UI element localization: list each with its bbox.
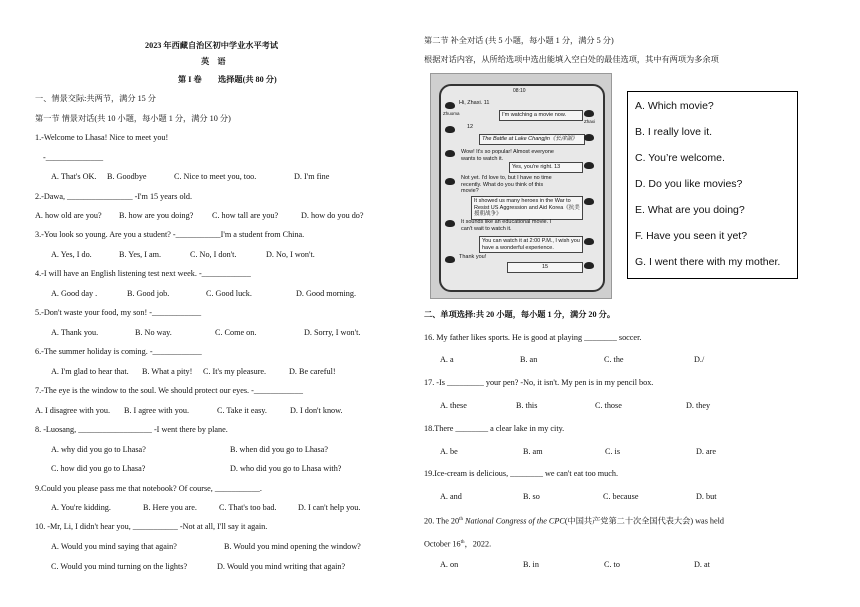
option: D. I can't help you.	[298, 503, 361, 512]
q20-date-sup: th	[460, 540, 465, 545]
option: A. and	[440, 492, 462, 501]
q20-sup: th	[459, 517, 463, 522]
option: A. how old are you?	[35, 211, 102, 220]
option: A. I'm glad to hear that.	[51, 367, 129, 376]
option: B. Goodbye	[107, 172, 147, 181]
avatar	[445, 178, 455, 185]
avatar	[584, 262, 594, 269]
question-1: 1.-Welcome to Lhasa! Nice to meet you!	[35, 133, 169, 142]
option: D. are	[696, 447, 717, 456]
option: B. Yes, I am.	[119, 250, 162, 259]
avatar	[445, 102, 455, 109]
option: D./	[694, 355, 705, 364]
option-d: D. Do you like movies?	[635, 178, 743, 190]
option: C. is	[605, 447, 621, 456]
option: B. an	[520, 355, 538, 364]
option-b: B. I really love it.	[635, 126, 713, 138]
option: A. Yes, I do.	[51, 250, 92, 259]
section1-heading: 第一节 情景对话(共 10 小题，每小题 1 分，满分 10 分)	[35, 114, 231, 123]
phone-frame	[439, 84, 605, 292]
section2-heading: 第二节 补全对话 (共 5 小题，每小题 1 分，满分 5 分)	[424, 36, 614, 45]
question-3: 3.-You look so young. Are you a student? -___________I'm a student from China.	[35, 230, 305, 239]
avatar	[445, 126, 455, 133]
option: C. Would you mind turning on the lights?	[51, 562, 188, 571]
question-10: 10. -Mr, Li, I didn't hear you, ___________ -Not at all, I'll say it again.	[35, 522, 268, 531]
question-2: 2.-Dawa, ________________ -I'm 15 years old.	[35, 192, 193, 201]
avatar	[584, 162, 594, 169]
option: A. these	[440, 401, 467, 410]
section2-instructions: 根据对话内容，从所给选项中选出能填入空白处的最佳选项，其中有两项为多余项	[424, 55, 719, 64]
option: D. but	[696, 492, 717, 501]
option: C. No, I don't.	[190, 250, 237, 259]
option: B. No way.	[135, 328, 172, 337]
option: D. they	[686, 401, 711, 410]
option: B. Here you are.	[143, 503, 197, 512]
option: D. Be careful!	[289, 367, 336, 376]
chat-bubble: Not yet. I'd love to, but I have no time recently. What do you think of this movie?	[461, 175, 552, 194]
option: D. Would you mind writing that again?	[217, 562, 346, 571]
question-17: 17. -Is _________ your pen? -No, it isn't. My pen is in my pencil box.	[424, 378, 654, 387]
option: C. because	[603, 492, 639, 501]
avatar-label: Zhuoma	[443, 111, 460, 116]
options-box	[627, 91, 798, 279]
avatar	[584, 110, 594, 117]
option: B. am	[523, 447, 543, 456]
option: C. the	[604, 355, 624, 364]
avatar	[445, 220, 455, 227]
question-16: 16. My father likes sports. He is good at playing ________ soccer.	[424, 333, 642, 342]
question-20	[424, 515, 724, 527]
question-5: 5.-Don't waste your food, my son! -____________	[35, 308, 202, 317]
option: B. What a pity!	[142, 367, 193, 376]
option: C. how did you go to Lhasa?	[51, 464, 146, 473]
q20-text-cn: (中国共产党第二十次全国代表大会) was held	[564, 516, 725, 526]
option: C. how tall are you?	[212, 211, 279, 220]
chat-message: Hi, Zhaxi. 11	[459, 100, 490, 106]
option: D. I'm fine	[294, 172, 330, 181]
exam-title: 2023 年西藏自治区初中学业水平考试	[145, 41, 279, 50]
option: A. Would you mind saying that again?	[51, 542, 177, 551]
part1-heading: 一、情景交际:共两节，满分 15 分	[35, 94, 156, 103]
option: B. I agree with you.	[124, 406, 190, 415]
avatar	[584, 198, 594, 205]
chat-bubble: It sounds like an educational movie. I can't wait to watch it.	[461, 219, 552, 232]
option: C. Nice to meet you, too.	[174, 172, 257, 181]
question-20-cont	[424, 538, 491, 550]
q20-text: 20. The 20	[424, 516, 460, 526]
subject-title: 英 语	[201, 57, 226, 66]
option: A. a	[440, 355, 454, 364]
option: D. Sorry, I won't.	[304, 328, 361, 337]
option: A. I disagree with you.	[35, 406, 111, 415]
avatar-label: Zhaxi	[584, 119, 596, 124]
volume-title: 第 I 卷 选择题(共 80 分)	[178, 75, 277, 84]
avatar	[584, 134, 594, 141]
option-c: C. You’re welcome.	[635, 152, 725, 164]
option: C. to	[604, 560, 620, 569]
option: B. Would you mind opening the window?	[224, 542, 361, 551]
chat-bubble: Wow! It's so popular! Almost everyone wants to watch it.	[461, 149, 554, 162]
option: A. That's OK.	[51, 172, 97, 181]
option: B. when did you go to Lhasa?	[230, 445, 329, 454]
avatar	[445, 256, 455, 263]
option: B. in	[523, 560, 539, 569]
option-f: F. Have you seen it yet?	[635, 230, 748, 242]
question-7: 7.-The eye is the window to the soul. We should protect our eyes. -____________	[35, 386, 303, 395]
chat-bubble: Yes, you're right. 13	[509, 162, 583, 173]
option: C. It's my pleasure.	[203, 367, 267, 376]
option: B. how are you doing?	[119, 211, 194, 220]
question-1-blank: -______________	[43, 153, 104, 162]
option: A. be	[440, 447, 458, 456]
q20-italic: National Congress of the CPC	[463, 516, 565, 526]
chat-message: Thank you!	[459, 254, 487, 260]
option: B. this	[516, 401, 538, 410]
option: C. Come on.	[215, 328, 257, 337]
chat-bubble: 15	[507, 262, 583, 273]
option: D. I don't know.	[290, 406, 343, 415]
option: C. Take it easy.	[217, 406, 267, 415]
option-g: G. I went there with my mother.	[635, 256, 781, 268]
q20-year: ，2022.	[464, 539, 492, 549]
option: C. those	[595, 401, 622, 410]
chat-message: 12	[467, 124, 474, 130]
option: D. who did you go to Lhasa with?	[230, 464, 342, 473]
chat-phone-image	[430, 73, 612, 299]
option: B. Good job.	[127, 289, 170, 298]
avatar	[584, 238, 594, 245]
option: A. Good day .	[51, 289, 98, 298]
option: D. at	[694, 560, 710, 569]
phone-time: 08:10	[513, 88, 526, 94]
question-19: 19.Ice-cream is delicious, ________ we can't eat too much.	[424, 469, 619, 478]
question-6: 6.-The summer holiday is coming. -____________	[35, 347, 202, 356]
option-a: A. Which movie?	[635, 100, 714, 112]
option: D. how do you do?	[301, 211, 364, 220]
option: A. why did you go to Lhasa?	[51, 445, 146, 454]
option: A. on	[440, 560, 459, 569]
option: B. so	[523, 492, 540, 501]
chat-bubble: The Battle at Lake Changjin《长津湖》	[479, 134, 585, 145]
question-9: 9.Could you please pass me that notebook? Of course, ___________.	[35, 484, 262, 493]
chat-bubble: It showed us many heroes in the War to Resist US Aggression and Aid Korea《抗美援朝战争》	[471, 196, 583, 220]
q20-date: October 16	[424, 539, 461, 549]
option-e: E. What are you doing?	[635, 204, 745, 216]
avatar	[445, 150, 455, 157]
option: D. Good morning.	[296, 289, 357, 298]
option: A. Thank you.	[51, 328, 99, 337]
option: A. You're kidding.	[51, 503, 111, 512]
chat-bubble: You can watch it at 2:00 P.M., I wish you have a wonderful experience.	[479, 236, 583, 253]
question-18: 18.There ________ a clear lake in my city.	[424, 424, 565, 433]
chat-bubble: I'm watching a movie now.	[499, 110, 583, 121]
option: C. That's too bad.	[219, 503, 277, 512]
question-4: 4.-I will have an English listening test next week. -____________	[35, 269, 251, 278]
part2-heading: 二、单项选择:共 20 小题，每小题 1 分，满分 20 分。	[424, 310, 616, 319]
option: C. Good luck.	[206, 289, 252, 298]
question-8: 8. -Luosang, __________________ -I went there by plane.	[35, 425, 228, 434]
option: D. No, I won't.	[266, 250, 315, 259]
